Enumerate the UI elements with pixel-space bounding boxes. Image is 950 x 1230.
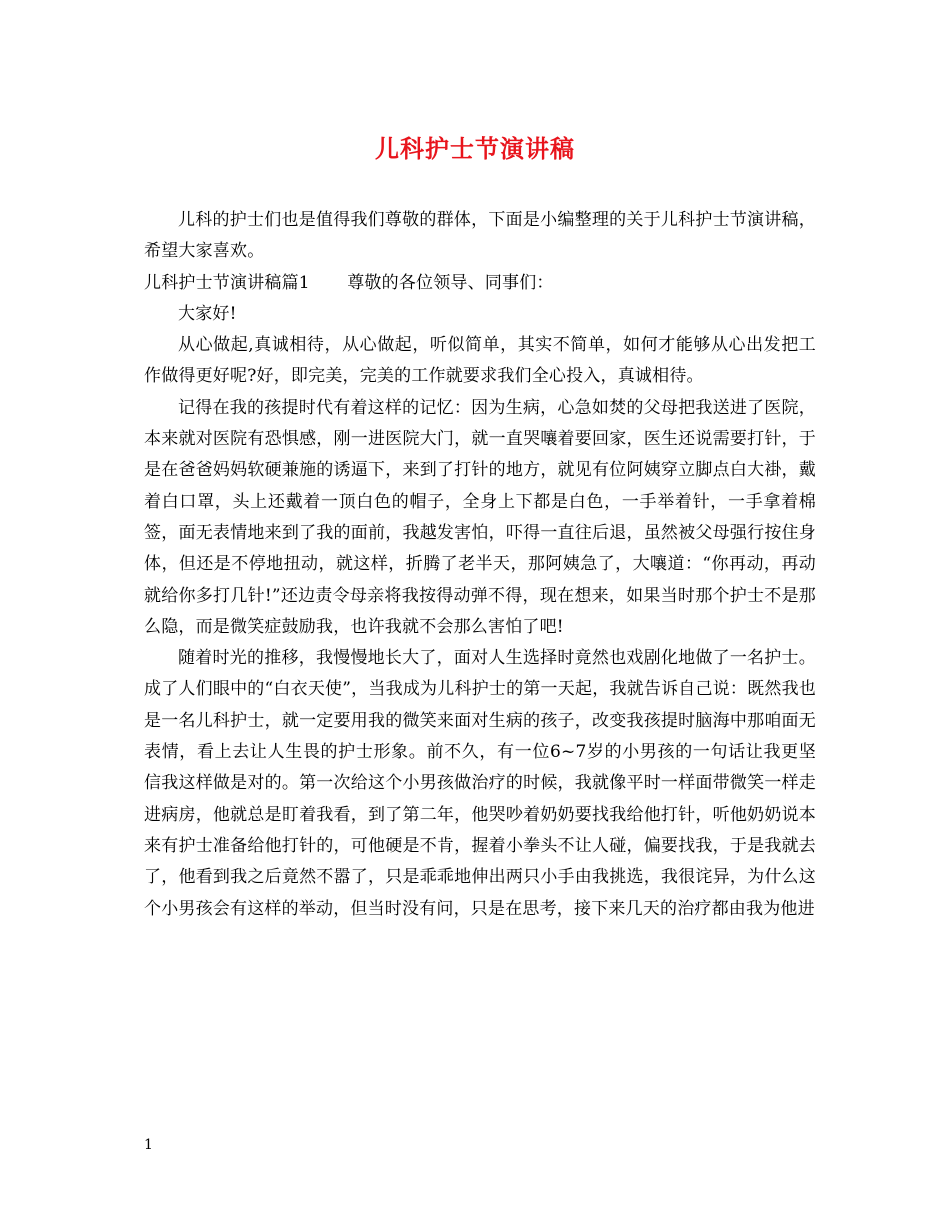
salutation: 尊敬的各位领导、同事们：	[347, 272, 554, 293]
paragraph-greeting: 大家好!	[178, 303, 237, 324]
section-heading: 儿科护士节演讲稿篇1	[144, 272, 310, 293]
document-body	[144, 205, 816, 925]
document-title: 儿科护士节演讲稿	[375, 134, 575, 163]
paragraph-becoming-nurse: 随着时光的推移，我慢慢地长大了，面对人生选择时竟然也戏剧化地做了一名护士。成了人们眼中的“白衣天使”，当我成为儿科护士的第一天起，我就告诉自己说：既然我也是一名儿科护士，就一定要用我的微笑来面对生病的孩子，改变我孩提时脑海中那咱面无表情，看上去让人生畏的护士形象。前不久，有一位6~7岁的小男孩的一句话让我更坚信我这样做是对的。第一次给这个小男孩做治疗的时候，我就像平时一样面带微笑一样走进病房，他就总是盯着我看，到了第二年，他哭吵着奶奶要找我给他打针，听他奶奶说本来有护士准备给他打针的，可他硬是不肯，握着小拳头不让人碰，偏要找我，于是我就去了，他看到我之后竟然不嚣了，只是乖乖地伸出两只小手由我挑选，我很诧异，为什么这个小男孩会有这样的举动，但当时没有问，只是在思考，接下来几天的治疗都由我为他进	[144, 648, 816, 919]
section-heading-line	[144, 268, 816, 299]
page-number: 1	[144, 1137, 153, 1153]
paragraph-childhood-memory: 记得在我的孩提时代有着这样的记忆：因为生病，心急如焚的父母把我送进了医院，本来就对医院有恐惧感，刚一进医院大门，就一直哭嚷着要回家，医生还说需要打针，于是在爸爸妈妈软硬兼施的诱逼下，来到了打针的地方，就见有位阿姨穿立脚点白大褂，戴着白口罩，头上还戴着一顶白色的帽子，全身上下都是白色，一手举着针，一手拿着棉签，面无表情地来到了我的面前，我越发害怕，吓得一直往后退，虽然被父母强行按住身体，但还是不停地扭动，就这样，折腾了老半天，那阿姨急了，大嚷道：“你再动，再动就给你多打几针!”还边责令母亲将我按得动弹不得，现在想来，如果当时那个护士不是那么隐，而是微笑症鼓励我，也许我就不会那么害怕了吧!	[144, 397, 816, 637]
intro-paragraph: 儿科的护士们也是值得我们尊敬的群体，下面是小编整理的关于儿科护士节演讲稿，希望大家喜欢。	[144, 210, 816, 262]
paragraph-sincerity: 从心做起,真诚相待，从心做起，听似简单，其实不简单，如何才能够从心出发把工作做得更好呢?好，即完美，完美的工作就要求我们全心投入，真诚相待。	[144, 335, 816, 387]
